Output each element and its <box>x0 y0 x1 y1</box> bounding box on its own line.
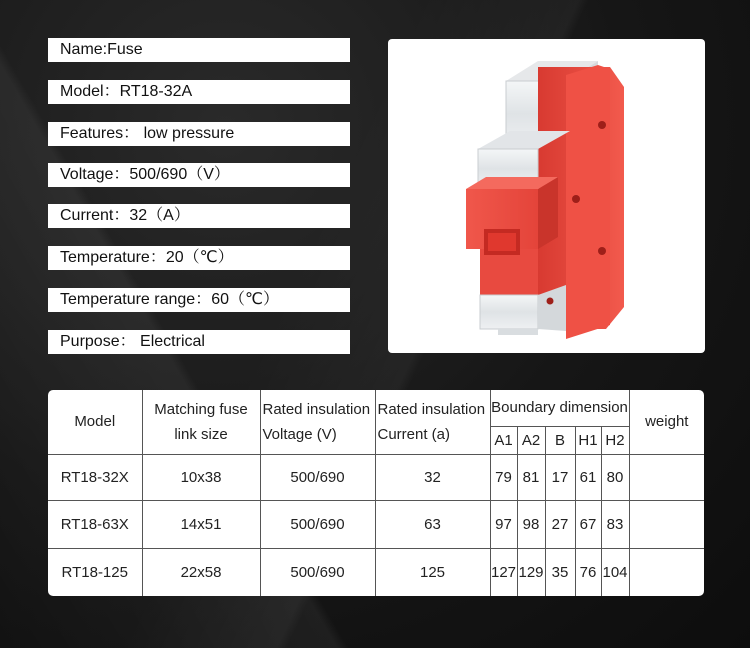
cell-dim-h2: 83 <box>601 500 629 548</box>
header-rated-voltage <box>260 390 375 454</box>
cell-dim-b: 35 <box>545 548 575 596</box>
header-dim-a2: A2 <box>517 426 545 454</box>
cell-dim-h2: 80 <box>601 454 629 500</box>
spec-voltage: Voltage：500/690（V） <box>48 163 350 187</box>
cell-weight <box>629 548 704 596</box>
product-photo <box>388 39 705 353</box>
header-matching-line2: link size <box>174 425 228 443</box>
cell-dim-a2: 98 <box>517 500 545 548</box>
cell-size: 14x51 <box>142 500 260 548</box>
header-voltage-line1: Rated insulation <box>262 400 371 418</box>
spec-name: Name:Fuse <box>48 38 350 62</box>
cell-model: RT18-63X <box>48 500 142 548</box>
header-matching-line1: Matching fuse <box>154 400 248 418</box>
header-weight: weight <box>629 390 704 454</box>
cell-current: 125 <box>375 548 490 596</box>
spec-model: Model：RT18-32A <box>48 80 350 104</box>
cell-dim-a1: 79 <box>490 454 517 500</box>
table-header-row <box>48 390 704 426</box>
table-row <box>48 548 704 596</box>
cell-dim-b: 27 <box>545 500 575 548</box>
spec-temperature: Temperature：20（℃） <box>48 246 350 270</box>
header-current-line1: Rated insulation <box>377 400 486 418</box>
spec-temperature-range: Temperature range：60（℃） <box>48 288 350 312</box>
cell-size: 22x58 <box>142 548 260 596</box>
header-current-line2: Current (a) <box>377 425 451 443</box>
cell-weight <box>629 454 704 500</box>
cell-dim-a2: 129 <box>517 548 545 596</box>
table-row <box>48 454 704 500</box>
spec-table <box>48 390 704 596</box>
spec-features: Features： low pressure <box>48 122 350 146</box>
cell-voltage: 500/690 <box>260 454 375 500</box>
header-dim-h2: H2 <box>601 426 629 454</box>
header-boundary-dimension: Boundary dimension <box>490 390 629 426</box>
cell-dim-a2: 81 <box>517 454 545 500</box>
cell-current: 32 <box>375 454 490 500</box>
table-row <box>48 500 704 548</box>
spec-table-card <box>48 390 704 596</box>
header-dim-a1: A1 <box>490 426 517 454</box>
spec-purpose: Purpose： Electrical <box>48 330 350 354</box>
cell-model: RT18-32X <box>48 454 142 500</box>
cell-dim-a1: 127 <box>490 548 517 596</box>
header-dim-h1: H1 <box>575 426 601 454</box>
cell-model: RT18-125 <box>48 548 142 596</box>
header-matching-fuse <box>142 390 260 454</box>
header-dim-b: B <box>545 426 575 454</box>
header-model: Model <box>48 390 142 454</box>
fuse-holder-illustration <box>388 39 705 353</box>
cell-dim-h1: 61 <box>575 454 601 500</box>
cell-voltage: 500/690 <box>260 500 375 548</box>
cell-dim-h2: 104 <box>601 548 629 596</box>
header-rated-current <box>375 390 490 454</box>
cell-dim-a1: 97 <box>490 500 517 548</box>
header-voltage-line2: Voltage (V) <box>262 425 337 443</box>
cell-dim-h1: 76 <box>575 548 601 596</box>
cell-voltage: 500/690 <box>260 548 375 596</box>
cell-size: 10x38 <box>142 454 260 500</box>
spec-current: Current：32（A） <box>48 204 350 228</box>
cell-dim-b: 17 <box>545 454 575 500</box>
cell-current: 63 <box>375 500 490 548</box>
cell-dim-h1: 67 <box>575 500 601 548</box>
cell-weight <box>629 500 704 548</box>
